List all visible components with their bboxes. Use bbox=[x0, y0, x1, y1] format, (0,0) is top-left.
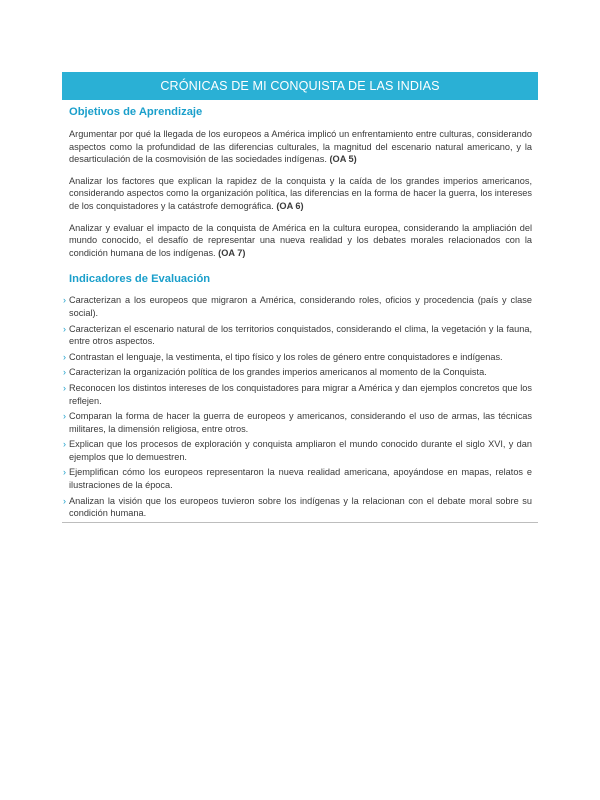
objective-code: (OA 6) bbox=[276, 200, 304, 211]
title-banner bbox=[62, 72, 538, 100]
objective-paragraph bbox=[69, 175, 532, 213]
indicator-item bbox=[63, 495, 532, 520]
indicator-text: Caracterizan la organización política de los grandes imperios americanos al momento de la Conquista. bbox=[69, 367, 487, 378]
indicator-item bbox=[63, 294, 532, 319]
indicator-item bbox=[63, 410, 532, 435]
objective-paragraph bbox=[69, 128, 532, 166]
indicator-item bbox=[63, 438, 532, 463]
indicator-item bbox=[63, 366, 532, 379]
content-area bbox=[63, 103, 532, 523]
indicator-item bbox=[63, 323, 532, 348]
indicators-list bbox=[63, 294, 532, 520]
indicator-text: Reconocen los distintos intereses de los conquistadores para migrar a América y dan ejemplos concretos que los reflejen. bbox=[69, 382, 532, 406]
page-title: CRÓNICAS DE MI CONQUISTA DE LAS INDIAS bbox=[160, 79, 440, 93]
bullet-chevron-icon: › bbox=[63, 411, 66, 422]
indicator-text: Ejemplifican cómo los europeos representaron la nueva realidad americana, apoyándose en mapas, relatos e ilustraciones de la época. bbox=[69, 467, 532, 491]
indicator-text: Caracterizan el escenario natural de los territorios conquistados, considerando el clima, la vegetación y la fauna, entre otros aspectos. bbox=[69, 323, 532, 347]
bullet-chevron-icon: › bbox=[63, 439, 66, 450]
bullet-chevron-icon: › bbox=[63, 467, 66, 478]
objective-text: Analizar los factores que explican la rapidez de la conquista y la caída de los grandes imperios americanos, considerando aspectos como la organización política, las diferencias en la forma de hacer la guerra, los intereses de los conquistadores y la catástrofe demográfica. bbox=[69, 175, 532, 211]
bullet-chevron-icon: › bbox=[63, 323, 66, 334]
bullet-chevron-icon: › bbox=[63, 367, 66, 378]
objectives-heading: Objetivos de Aprendizaje bbox=[69, 106, 203, 118]
indicator-item bbox=[63, 351, 532, 364]
indicator-item bbox=[63, 382, 532, 407]
indicator-text: Contrastan el lenguaje, la vestimenta, el tipo físico y los roles de género entre conquistadores e indígenas. bbox=[69, 351, 503, 362]
objective-text: Analizar y evaluar el impacto de la conquista de América en la cultura europea, considerando la ampliación del mundo conocido, el desafío de representar una nueva realidad y los debates morales relacionados con la condición humana de los indígenas. bbox=[69, 222, 532, 258]
bullet-chevron-icon: › bbox=[63, 382, 66, 393]
objective-paragraph bbox=[69, 222, 532, 260]
objective-code: (OA 7) bbox=[218, 247, 246, 258]
indicator-text: Caracterizan a los europeos que migraron a América, considerando roles, oficios y procedencia (país y clase social). bbox=[69, 295, 532, 318]
indicators-heading: Indicadores de Evaluación bbox=[69, 273, 211, 286]
bullet-chevron-icon: › bbox=[63, 495, 66, 506]
bullet-chevron-icon: › bbox=[63, 295, 66, 306]
section-divider bbox=[62, 522, 538, 523]
objective-code: (OA 5) bbox=[329, 154, 357, 165]
indicator-text: Explican que los procesos de exploración y conquista ampliaron el mundo conocido durante el siglo XVI, y dan ejemplos que lo demuestren. bbox=[69, 439, 532, 462]
objective-text: Argumentar por qué la llegada de los europeos a América implicó un enfrentamiento entre culturas, considerando aspectos como la profundidad de las diferencias culturales, la magnitud del escenario natural americano, y la desarticulación de la cosmovisión de las sociedades indígenas. bbox=[69, 129, 532, 165]
bullet-chevron-icon: › bbox=[63, 351, 66, 362]
indicator-text: Analizan la visión que los europeos tuvieron sobre los indígenas y la relacionan con el debate moral sobre su condición humana. bbox=[69, 495, 532, 519]
indicator-text: Comparan la forma de hacer la guerra de europeos y americanos, considerando el uso de armas, las técnicas militares, la dimensión religiosa, entre otros. bbox=[69, 411, 532, 434]
indicator-item bbox=[63, 466, 532, 491]
